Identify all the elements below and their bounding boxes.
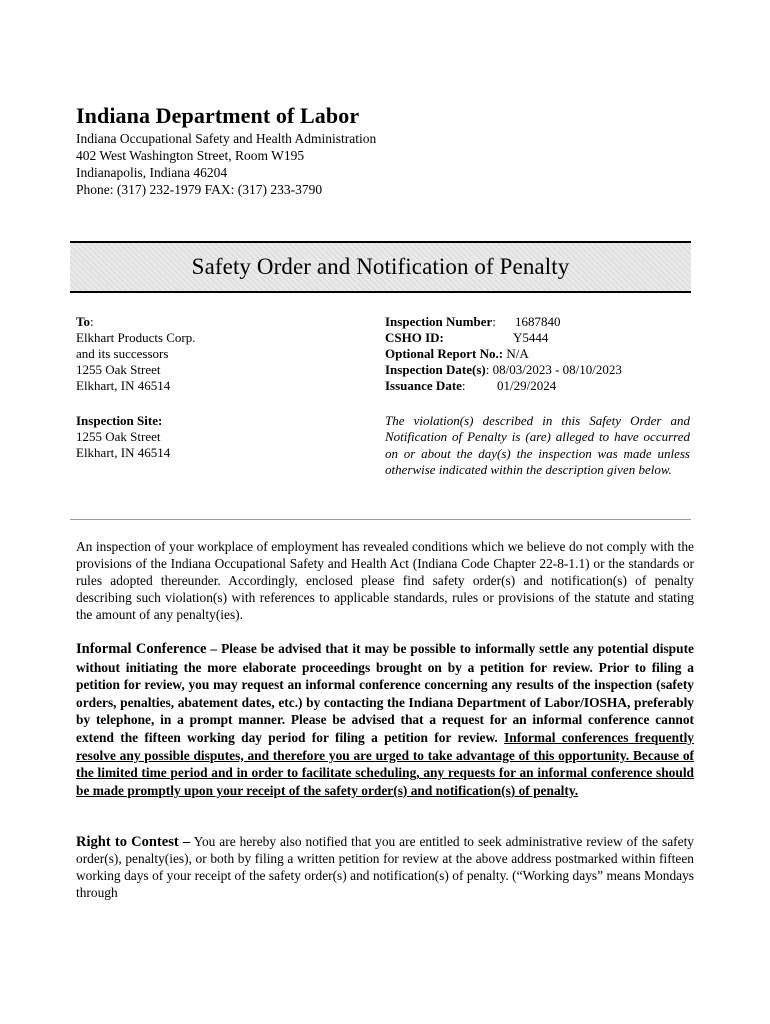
informal-conference-text: – Please be advised that it may be possible to informally settle any potential dispute without initiating the more elaborate proceedings brought on by a petition for review. Prior to filing a petition for review, you may request an informal conference concerning any results of the inspection (safety orders, penalties, abatement dates, etc.) by contacting the Indiana Department of Labor/IOSHA, preferably by telephone, in a prompt manner. Please be advised that a request for an informal conference cannot extend the fifteen working day period for filing a petition for review. (76, 641, 694, 745)
issuance-date-colon: : (461, 378, 466, 393)
to-label: To (76, 314, 90, 329)
optional-report-label: Optional Report No.: (385, 346, 504, 361)
issuance-date-value: 01/29/2024 (497, 378, 557, 393)
csho-id-value: Y5444 (513, 330, 549, 345)
right-to-contest-text: You are hereby also notified that you are entitled to seek administrative review of the safety order(s), penalty(ies), or both by filing a written petition for review at the above address postmarked within fifteen working days of your receipt of the safety order(s) and notification(s) of penalty. (“Working days” means Mondays through (76, 834, 695, 900)
inspection-number-colon: : (492, 314, 496, 329)
right-to-contest-heading: Right to Contest – (76, 834, 191, 850)
inspection-site-block (76, 413, 170, 461)
org-name: Indiana Department of Labor (76, 103, 360, 128)
inspection-number-label: Inspection Number (385, 314, 493, 329)
title-banner (70, 241, 691, 293)
right-to-contest-paragraph (76, 834, 694, 902)
informal-conference-heading: Informal Conference (76, 641, 207, 657)
informal-conference-paragraph (76, 640, 694, 799)
optional-report-value: N/A (506, 346, 529, 361)
document-title: Safety Order and Notification of Penalty (191, 254, 570, 279)
violation-note: The violation(s) described in this Safety Order and Notification of Penalty is (are) alleged to have occurred on or about the day(s) the inspection was made unless otherwise indicated within the description given below. (385, 413, 690, 477)
address-line-1: 402 West Washington Street, Room W195 (76, 148, 305, 163)
site-line: Elkhart, IN 46514 (76, 445, 171, 460)
to-colon: : (89, 314, 94, 329)
informal-conference-underlined: Informal conferences frequently resolve any possible disputes, and therefore you are urged to take advantage of this opportunity. Because of the limited time period and in order to facilitate scheduling, any requests for an informal conference should be made promptly upon your receipt of the safety order(s) and notification(s) of penalty. (76, 729, 695, 798)
issuance-date-label: Issuance Date (385, 378, 462, 393)
recipient-line: 1255 Oak Street (76, 362, 161, 377)
inspection-dates-label: Inspection Date(s) (385, 362, 486, 377)
section-divider (70, 519, 691, 520)
inspection-paragraph: An inspection of your workplace of employment has revealed conditions which we believe do not comply with the provisions of the Indiana Occupational Safety and Health Act (Indiana Code Chapter 22-8-1.1) or the standards or rules adopted thereunder. Accordingly, enclosed please find safety order(s) and notification(s) of penalty describing such violation(s) with references to applicable standards, rules or provisions of the statute and stating the amount of any penalty(ies). (76, 539, 694, 622)
inspection-number-value: 1687840 (515, 314, 561, 329)
phone-fax: Phone: (317) 232-1979 FAX: (317) 233-3790 (76, 182, 323, 197)
csho-id-label: CSHO ID: (385, 330, 444, 345)
recipient-block (76, 314, 196, 394)
inspection-site-label: Inspection Site: (76, 413, 163, 428)
recipient-line: Elkhart, IN 46514 (76, 378, 171, 393)
site-line: 1255 Oak Street (76, 429, 161, 444)
inspection-details (385, 314, 695, 396)
inspection-dates-colon: : (485, 362, 490, 377)
recipient-line: and its successors (76, 346, 169, 361)
address-line-2: Indianapolis, Indiana 46204 (76, 165, 228, 180)
recipient-line: Elkhart Products Corp. (76, 330, 196, 345)
inspection-dates-value: 08/03/2023 - 08/10/2023 (492, 362, 622, 377)
agency-name: Indiana Occupational Safety and Health Administration (76, 131, 377, 146)
